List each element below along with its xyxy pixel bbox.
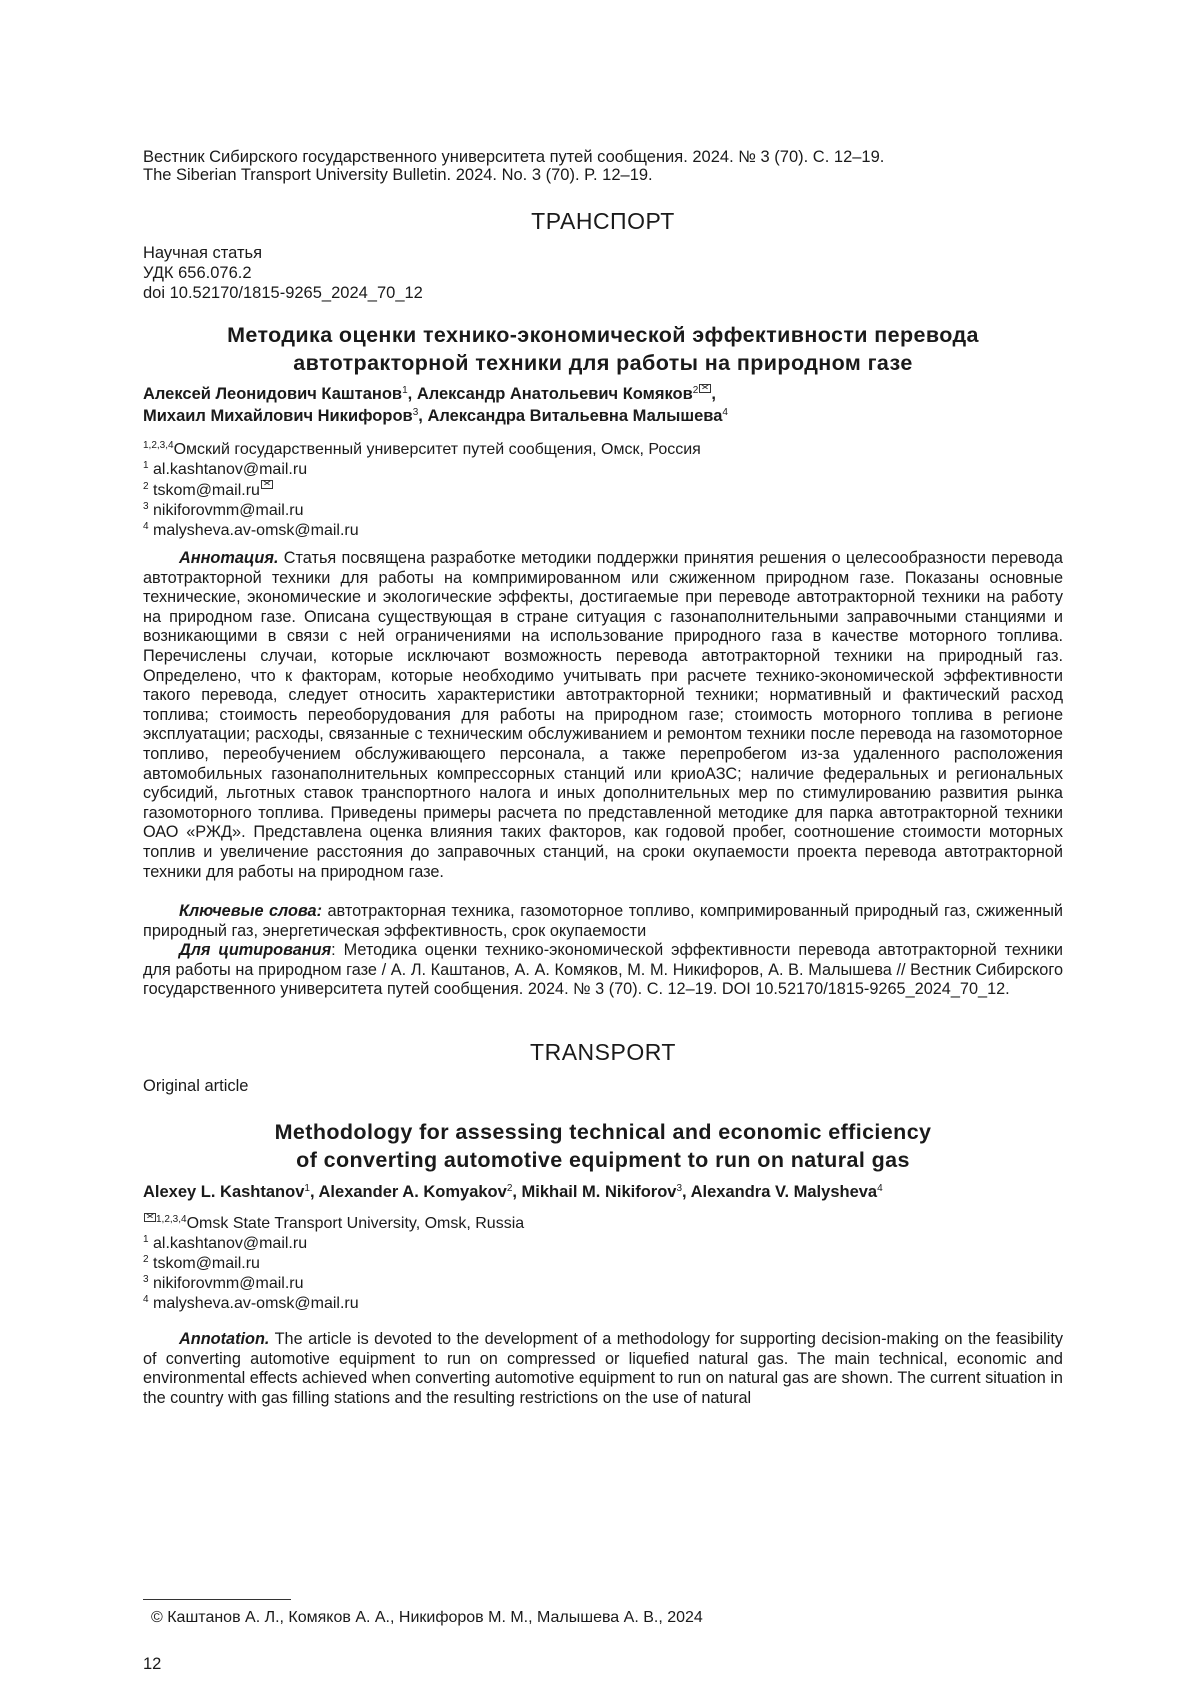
email-sup: 3 [143, 501, 149, 512]
email-link[interactable]: al.kashtanov@mail.ru [153, 461, 307, 478]
page-number: 12 [143, 1655, 161, 1674]
citation-text: : Методика оценки технико-экономической эффективности перевода автотракторной техники для работы на природном газе / А. Л. Каштанов, А. А. Комяков, М. М. Никифоров, А. В. Малышева // Вестник Сибирского государственного университета путей сообщения. 2024. № 3 (70). С. 12–19. DOI 10.52170/1815-9265_2024_70_12. [143, 941, 1063, 998]
title-en-line2: of converting automotive equipment to run on natural gas [143, 1146, 1063, 1174]
author-sup: 1 [304, 1183, 310, 1194]
email-sup: 4 [143, 1294, 149, 1305]
keywords-label: Ключевые слова: [179, 902, 322, 920]
authors-ru: Алексей Леонидович Каштанов1, Александр Анатольевич Комяков2 , Михаил Михайлович Никифоров3, Александра Витальевна Малышева4 [143, 383, 1063, 427]
annotation-en [143, 1330, 1063, 1408]
section-heading-en: TRANSPORT [143, 1039, 1063, 1066]
author-name: Михаил Михайлович Никифоров [143, 407, 413, 425]
annotation-label-en: Annotation. [179, 1330, 269, 1348]
affiliations-ru [143, 440, 1063, 541]
affiliation-text: Омский государственный университет путей сообщения, Омск, Россия [174, 441, 701, 458]
citation-ru [143, 941, 1063, 1000]
article-type-ru: Научная статья [143, 243, 1063, 264]
doi: doi 10.52170/1815-9265_2024_70_12 [143, 283, 1063, 304]
annotation-text-en: The article is devoted to the development of a methodology for supporting decision-making on the feasibility of converting automotive equipment to run on compressed or liquefied natural gas. The main technical, economic and environmental effects achieved when converting automotive equipment to run on natural gas are shown. The current situation in the country with gas filling stations and the resulting restrictions on the use of natural [143, 1330, 1063, 1407]
author-sup: 4 [722, 407, 728, 418]
email-link[interactable]: nikiforovmm@mail.ru [153, 1275, 303, 1292]
author-sup: 3 [413, 407, 419, 418]
author-sup: 2 [693, 385, 699, 396]
journal-header-en: The Siberian Transport University Bulletin. 2024. No. 3 (70). P. 12–19. [143, 165, 1063, 186]
keywords-text: автотракторная техника, газомоторное топливо, компримированный природный газ, сжиженный природный газ, энергетическая эффективность, срок окупаемости [143, 902, 1063, 940]
article-title-en [143, 1118, 1063, 1174]
article-title-ru [143, 321, 1063, 377]
citation-label: Для цитирования [179, 941, 331, 959]
email-sup: 1 [143, 460, 149, 471]
annotation-label-ru: Аннотация. [179, 549, 278, 567]
affiliation-sup: 1,2,3,4 [143, 440, 174, 451]
email-sup: 2 [143, 1254, 149, 1265]
envelope-icon [699, 384, 711, 393]
author-sup: 3 [676, 1183, 682, 1194]
author-name: Alexander A. Komyakov [319, 1183, 507, 1201]
annotation-text-ru: Статья посвящена разработке методики поддержки принятия решения о целесообразности перевода автотракторной техники для работы на компримированном или сжиженном природном газе. Показаны основные технические, экономические и экологические эффекты, достигаемые при переводе автотракторной техники на работу на природном газе. Описана существующая в стране ситуация с газонаполнительными заправочными станциями и возникающими в связи с ней ограничениями на использование природного газа в качестве моторного топлива. Перечислены случаи, которые исключают возможность перевода автотракторной техники на природный газ. Определено, что к факторам, которые необходимо учитывать при расчете технико-экономической эффективности такого перевода, следует относить характеристики автотракторной техники; нормативный и фактический расход топлива; стоимость переоборудования для работы на природном газе; стоимость моторного топлива в регионе эксплуатации; расходы, связанные с техническим обслуживанием и ремонтом техники после перевода на газомоторное топливо, переобучением обслуживающего персонала, а также перепробегом из-за удаленного расположения автомобильных газонаполнительных компрессорных станций или криоАЗС; наличие федеральных и региональных субсидий, льготных ставок транспортного налога и иных дополнительных мер по стимулированию развития рынка газомоторного топлива. Приведены примеры расчета по представленной методике для парка автотракторной техники ОАО «РЖД». Представлена оценка влияния таких факторов, как годовой пробег, соотношение стоимости моторных топлив и увеличение расстояния до заправочных станций, на сроки окупаемости проекта перевода автотракторной техники для работы на природном газе. [143, 549, 1063, 881]
author-sup: 4 [877, 1183, 883, 1194]
email-link[interactable]: malysheva.av-omsk@mail.ru [153, 1295, 359, 1312]
email-sup: 2 [143, 481, 149, 492]
envelope-icon [261, 480, 273, 489]
affiliation-sup: 1,2,3,4 [156, 1214, 187, 1225]
author-sup: 2 [507, 1183, 513, 1194]
article-type-en: Original article [143, 1076, 1063, 1097]
section-heading-ru: ТРАНСПОРТ [143, 208, 1063, 235]
author-name: Mikhail M. Nikiforov [522, 1183, 677, 1201]
affiliation-text: Omsk State Transport University, Omsk, Russia [187, 1215, 525, 1232]
author-name: Александр Анатольевич Комяков [417, 385, 693, 403]
author-sup: 1 [402, 385, 408, 396]
journal-page [0, 0, 1200, 1697]
email-link[interactable]: tskom@mail.ru [153, 482, 260, 499]
copyright-notice: © Каштанов А. Л., Комяков А. А., Никифоров М. М., Малышева А. В., 2024 [151, 1608, 703, 1628]
email-sup: 1 [143, 1234, 149, 1245]
keywords-ru [143, 902, 1063, 941]
udk: УДК 656.076.2 [143, 263, 1063, 284]
author-name: Александра Витальевна Малышева [427, 407, 722, 425]
email-sup: 4 [143, 521, 149, 532]
email-link[interactable]: al.kashtanov@mail.ru [153, 1235, 307, 1252]
authors-en: Alexey L. Kashtanov1, Alexander A. Komyakov2, Mikhail M. Nikiforov3, Alexandra V. Malysheva4 [143, 1181, 1063, 1203]
author-name: Alexandra V. Malysheva [691, 1183, 878, 1201]
email-link[interactable]: nikiforovmm@mail.ru [153, 502, 303, 519]
affiliations-en [143, 1213, 1063, 1314]
annotation-ru [143, 549, 1063, 882]
title-en-line1: Methodology for assessing technical and economic efficiency [143, 1118, 1063, 1146]
envelope-icon [144, 1213, 156, 1222]
title-ru-line1: Методика оценки технико-экономической эффективности перевода [143, 321, 1063, 349]
email-sup: 3 [143, 1274, 149, 1285]
footnote-divider [143, 1599, 291, 1600]
email-link[interactable]: tskom@mail.ru [153, 1255, 260, 1272]
author-name: Алексей Леонидович Каштанов [143, 385, 402, 403]
email-link[interactable]: malysheva.av-omsk@mail.ru [153, 522, 359, 539]
title-ru-line2: автотракторной техники для работы на природном газе [143, 349, 1063, 377]
author-name: Alexey L. Kashtanov [143, 1183, 304, 1201]
journal-header-ru: Вестник Сибирского государственного университета путей сообщения. 2024. № 3 (70). С. 12–19. [143, 147, 1063, 168]
